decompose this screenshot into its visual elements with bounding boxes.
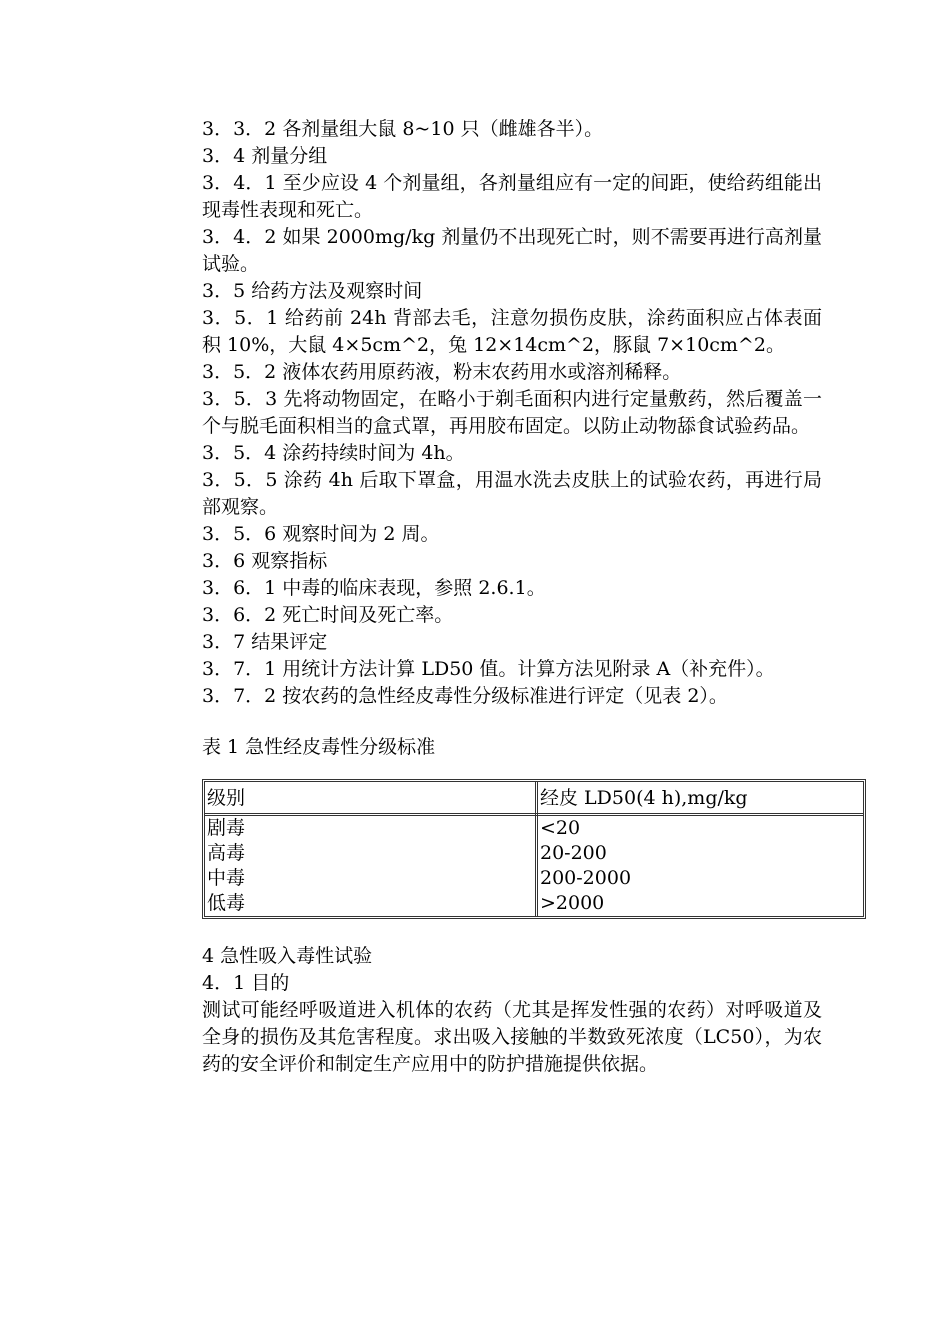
paragraph-3-5-6: 3．5．6 观察时间为 2 周。 xyxy=(202,523,440,545)
grade-cell: 剧毒 xyxy=(207,817,246,839)
grade-cell: 高毒 xyxy=(207,842,246,864)
document-page xyxy=(202,116,822,1078)
paragraph-3-6-2: 3．6．2 死亡时间及死亡率。 xyxy=(202,604,454,626)
grade-cell: 低毒 xyxy=(207,892,246,914)
heading-3-4: 3．4 剂量分组 xyxy=(202,145,328,167)
header-ld50: 经皮 LD50(4 h),mg/kg xyxy=(537,782,864,815)
paragraph-3-3-2: 3．3．2 各剂量组大鼠 8~10 只（雌雄各半）。 xyxy=(202,118,604,140)
section-3-text xyxy=(202,116,822,710)
ld50-value-cell: 20-200 xyxy=(540,842,607,864)
paragraph-3-5-5: 3．5．5 涂药 4h 后取下罩盒，用温水洗去皮肤上的试验农药，再进行局部观察。 xyxy=(202,469,822,518)
paragraph-4-1-body: 测试可能经呼吸道进入机体的农药（尤其是挥发性强的农药）对呼吸道及全身的损伤及其危害程度。求出吸入接触的半数致死浓度（LC50），为农药的安全评价和制定生产应用中的防护措施提供依据。 xyxy=(202,999,822,1075)
paragraph-3-6-1: 3．6．1 中毒的临床表现，参照 2.6.1。 xyxy=(202,577,546,599)
grade-column xyxy=(205,815,537,917)
ld50-value-cell: 200-2000 xyxy=(540,867,632,889)
paragraph-3-7-2: 3．7．2 按农药的急性经皮毒性分级标准进行评定（见表 2）。 xyxy=(202,685,728,707)
ld50-value-cell: <20 xyxy=(540,817,581,839)
toxicity-grade-table xyxy=(202,779,866,919)
grade-cell: 中毒 xyxy=(207,867,246,889)
paragraph-3-5-4: 3．5．4 涂药持续时间为 4h。 xyxy=(202,442,465,464)
heading-3-7: 3．7 结果评定 xyxy=(202,631,328,653)
header-grade: 级别 xyxy=(205,782,537,815)
table-header-row xyxy=(205,782,863,815)
paragraph-3-5-3: 3．5．3 先将动物固定，在略小于剃毛面积内进行定量敷药，然后覆盖一个与脱毛面积相当的盒式罩，再用胶布固定。以防止动物舔食试验药品。 xyxy=(202,388,822,437)
paragraph-3-5-1: 3．5．1 给药前 24h 背部去毛，注意勿损伤皮肤，涂药面积应占体表面积 10%，大鼠 4×5cm^2，兔 12×14cm^2，豚鼠 7×10cm^2。 xyxy=(202,307,822,356)
heading-4-1: 4．1 目的 xyxy=(202,972,290,994)
heading-4: 4 急性吸入毒性试验 xyxy=(202,945,373,967)
paragraph-3-5-2: 3．5．2 液体农药用原药液，粉末农药用水或溶剂稀释。 xyxy=(202,361,682,383)
ld50-value-cell: >2000 xyxy=(540,892,605,914)
table-row xyxy=(205,815,863,917)
paragraph-3-4-2: 3．4．2 如果 2000mg/kg 剂量仍不出现死亡时，则不需要再进行高剂量试验。 xyxy=(202,226,822,275)
table-caption: 表 1 急性经皮毒性分级标准 xyxy=(202,736,436,758)
toxicity-table-grid xyxy=(205,782,863,916)
heading-3-5: 3．5 给药方法及观察时间 xyxy=(202,280,423,302)
section-4-text xyxy=(202,943,822,1078)
paragraph-3-7-1: 3．7．1 用统计方法计算 LD50 值。计算方法见附录 A（补充件）。 xyxy=(202,658,775,680)
paragraph-3-4-1: 3．4．1 至少应设 4 个剂量组，各剂量组应有一定的间距，使给药组能出现毒性表现和死亡。 xyxy=(202,172,822,221)
heading-3-6: 3．6 观察指标 xyxy=(202,550,328,572)
value-column xyxy=(537,815,864,917)
